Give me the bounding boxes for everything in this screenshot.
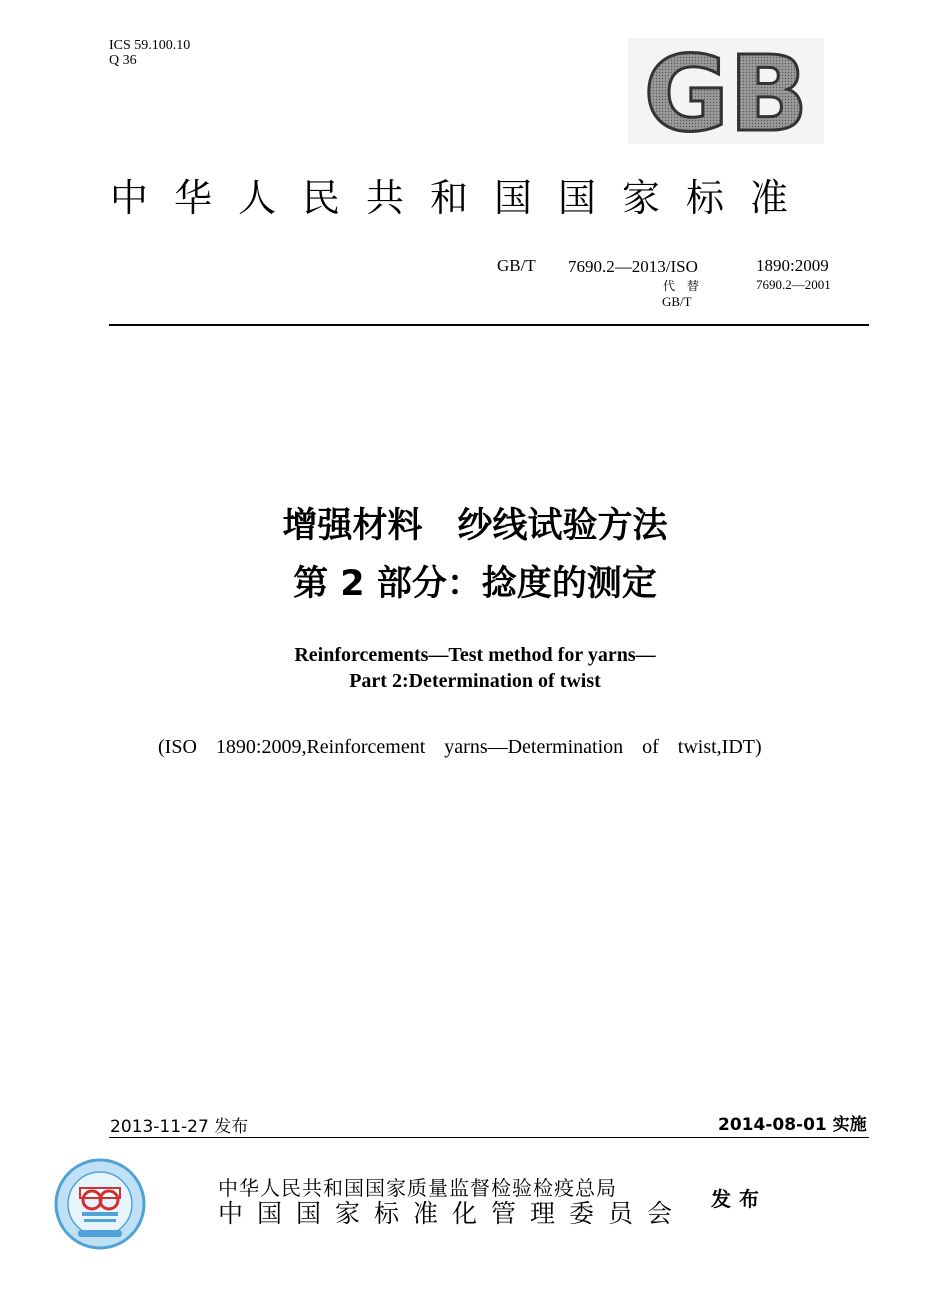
replaces-prefix: GB/T <box>662 294 692 309</box>
anti-counterfeit-seal-icon <box>54 1158 146 1250</box>
issuer-aqsiq: 中华人民共和国国家质量监督检验检疫总局 <box>218 1176 617 1200</box>
standard-number: 7690.2—2013/ISO <box>568 257 698 276</box>
implementation-date: 2014-08-01 实施 <box>718 1115 867 1135</box>
gb-logo-text: GB <box>643 38 809 144</box>
publish-date: 2013-11-27 发布 <box>110 1117 249 1137</box>
chinese-title-line1: 增强材料 纱线试验方法 <box>282 506 668 546</box>
ics-code: ICS 59.100.10 <box>109 38 191 53</box>
replaces-label: 代 替 <box>663 279 703 293</box>
ccs-code: Q 36 <box>109 53 137 68</box>
standard-prefix: GB/T <box>497 256 536 275</box>
replaces-number: 7690.2—2001 <box>756 277 831 292</box>
standard-iso-number: 1890:2009 <box>756 256 829 275</box>
english-title-line2: Part 2:Determination of twist <box>349 670 601 692</box>
classification-codes <box>109 38 190 68</box>
footer-divider <box>109 1137 869 1138</box>
english-title-line1: Reinforcements—Test method for yarns— <box>294 644 656 666</box>
national-standard-title: 中华人民共和国国家标准 <box>110 176 815 220</box>
header-divider <box>109 324 869 326</box>
chinese-title-line2: 第 2 部分：捻度的测定 <box>293 564 657 604</box>
iso-reference: (ISO 1890:2009,Reinforcement yarns—Determination of twist,IDT) <box>158 736 762 758</box>
issuer-sac: 中国国家标准化管理委员会 <box>218 1199 687 1228</box>
issue-label: 发布 <box>711 1187 767 1211</box>
gb-logo <box>628 38 824 144</box>
